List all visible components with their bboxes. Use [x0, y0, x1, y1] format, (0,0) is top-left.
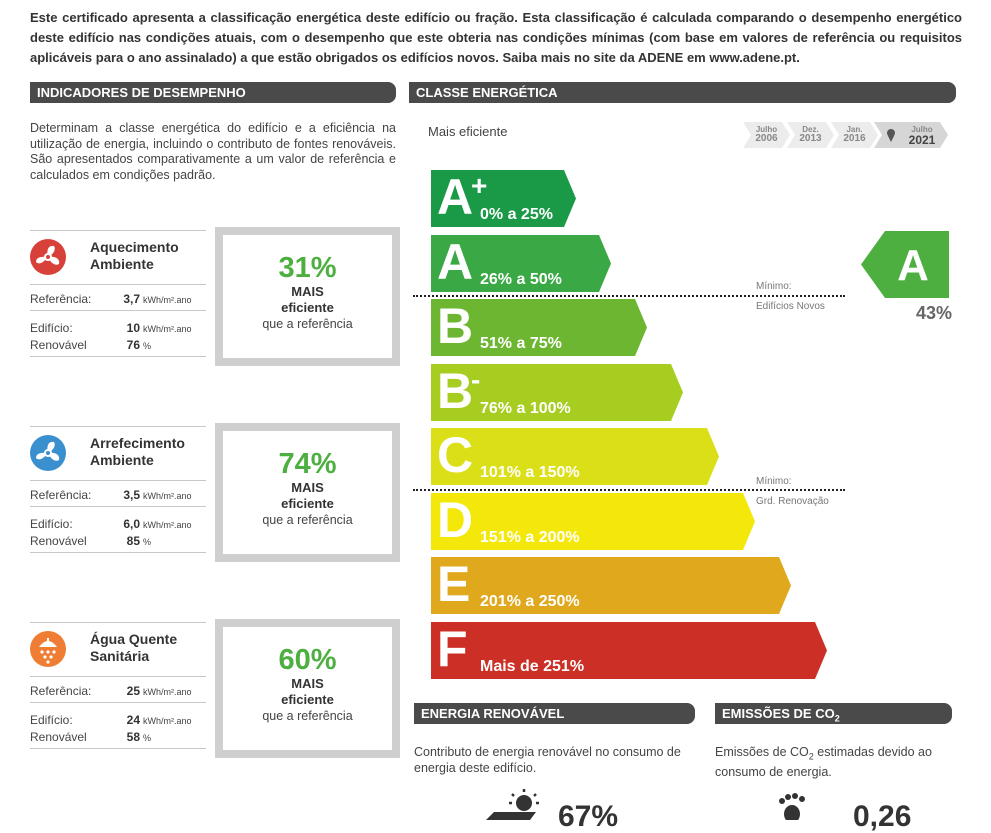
efficiency-box [215, 619, 400, 758]
energy-class-header: CLASSE ENERGÉTICA [409, 82, 956, 103]
date-chevron [874, 122, 948, 148]
class-range: 51% a 75% [480, 335, 562, 352]
indicator-title-line1: Arrefecimento [90, 435, 185, 451]
efficiency-pct: 74% [278, 448, 337, 480]
building-value: 24 [126, 713, 140, 727]
renewable-label: Renovável [30, 338, 87, 352]
efficiency-reference-text: que a referência [262, 317, 353, 331]
energy-class-bar [431, 170, 576, 227]
class-letter: C [437, 427, 474, 483]
min-renovation-label: Mínimo: [756, 476, 792, 487]
date-chevron [831, 122, 878, 148]
more-efficient-label: Mais eficiente [428, 124, 508, 139]
efficiency-eficiente: eficiente [281, 496, 334, 511]
class-letter: B [437, 362, 474, 419]
efficiency-pct: 60% [278, 644, 337, 676]
date-month: Julho [911, 125, 933, 134]
indicators-description: Determinam a classe energética do edifício e a eficiência na utilização de energia, incluindo o contributo de fontes renováveis. São apresentados comparativamente a um valor de referência e calculados em condições padrão. [30, 121, 396, 182]
reference-value: 25 [126, 684, 140, 698]
emissions-header-sub: 2 [834, 713, 840, 724]
indicator-title-line2: Sanitária [90, 648, 150, 664]
min-new-label: Mínimo: [756, 281, 792, 292]
date-year: 2021 [908, 133, 936, 147]
result-class-arrow [861, 231, 949, 298]
efficiency-eficiente: eficiente [281, 300, 334, 315]
indicator-title-line2: Ambiente [90, 452, 154, 468]
renewable-unit: % [143, 341, 152, 351]
fan-icon [30, 239, 66, 275]
class-letter: B [437, 298, 474, 354]
renewable-unit: % [143, 733, 152, 743]
date-chevron [743, 122, 790, 148]
building-label: Edifício: [30, 713, 73, 727]
emissions-text [715, 745, 955, 781]
efficiency-mais: MAIS [291, 676, 324, 691]
indicator-title-line2: Ambiente [90, 256, 154, 272]
reference-unit: kWh/m².ano [143, 687, 192, 697]
building-value: 6,0 [123, 517, 140, 531]
min-new-label-2: Edifícios Novos [756, 301, 825, 312]
efficiency-box [215, 227, 400, 366]
indicator-divider [30, 426, 206, 427]
renewable-share-value: 85 [126, 534, 140, 548]
indicator-divider [30, 310, 206, 311]
date-month: Dez. [802, 125, 819, 134]
date-month: Jan. [846, 125, 863, 134]
emissions-header-text: EMISSÕES DE CO [722, 706, 835, 721]
result-class-letter: A [897, 241, 929, 290]
indicator-divider [30, 676, 206, 677]
building-unit: kWh/m².ano [143, 716, 192, 726]
class-letter: F [437, 620, 468, 677]
class-range: 101% a 150% [480, 464, 580, 481]
emissions-text-sub: 2 [808, 751, 814, 762]
efficiency-mais: MAIS [291, 284, 324, 299]
date-month: Julho [755, 125, 778, 134]
class-letter: A [437, 233, 474, 290]
indicator-divider [30, 506, 206, 507]
min-new-buildings-line [413, 295, 845, 297]
indicator-divider [30, 356, 206, 357]
medal-icon [886, 128, 896, 142]
emissions-text-suffix: estimadas devido ao consumo de energia. [715, 745, 932, 779]
class-letter: D [437, 491, 474, 548]
footprint-icon [776, 792, 810, 820]
class-range: 76% a 100% [480, 399, 571, 417]
class-modifier: + [471, 170, 488, 201]
renewable-value: 67% [558, 800, 619, 833]
class-range: Mais de 251% [480, 657, 585, 675]
building-unit: kWh/m².ano [143, 520, 192, 530]
date-chevron [787, 122, 834, 148]
energy-class-bar [431, 493, 755, 550]
renewable-label: Renovável [30, 730, 87, 744]
indicator-title [90, 435, 210, 469]
class-range: 151% a 200% [480, 528, 580, 546]
indicator-divider [30, 622, 206, 623]
renewable-text: Contributo de energia renovável no consumo de energia deste edifício. [414, 745, 681, 775]
date-year: 2013 [799, 133, 822, 144]
class-range: 0% a 25% [480, 206, 553, 223]
indicator-title-line1: Água Quente [90, 631, 178, 647]
indicator-divider [30, 480, 206, 481]
indicator-divider [30, 284, 206, 285]
min-renovation-line [413, 489, 845, 491]
shower-icon [30, 631, 66, 667]
renewable-share-value: 58 [126, 730, 140, 744]
class-letter: E [437, 556, 471, 612]
indicator-divider [30, 702, 206, 703]
reference-value: 3,7 [123, 292, 140, 306]
building-value: 10 [126, 321, 140, 335]
indicator-title [90, 239, 210, 273]
building-unit: kWh/m².ano [143, 324, 192, 334]
energy-class-bar [431, 428, 719, 485]
building-label: Edifício: [30, 321, 73, 335]
class-modifier: - [471, 363, 481, 395]
efficiency-mais: MAIS [291, 480, 324, 495]
renewable-unit: % [143, 537, 152, 547]
date-year: 2006 [755, 133, 778, 144]
emissions-text-prefix: Emissões de CO [715, 745, 809, 759]
reference-label: Referência: [30, 488, 92, 502]
renewable-header: ENERGIA RENOVÁVEL [414, 703, 695, 724]
renewable-label: Renovável [30, 534, 87, 548]
reference-label: Referência: [30, 292, 92, 306]
energy-class-bar [431, 622, 827, 679]
indicators-header: INDICADORES DE DESEMPENHO [30, 82, 396, 103]
efficiency-box [215, 423, 400, 562]
class-range: 26% a 50% [480, 270, 562, 288]
energy-class-bar [431, 364, 683, 421]
indicator-divider [30, 748, 206, 749]
energy-class-bar [431, 299, 647, 356]
indicator-divider [30, 552, 206, 553]
efficiency-reference-text: que a referência [262, 709, 353, 723]
reference-value: 3,5 [123, 488, 140, 502]
efficiency-eficiente: eficiente [281, 692, 334, 707]
date-year: 2016 [843, 133, 866, 144]
emissions-value: 0,26 [853, 800, 912, 833]
solar-panel-icon [486, 788, 552, 820]
indicator-divider [30, 230, 206, 231]
energy-class-bar [431, 557, 791, 614]
reference-unit: kWh/m².ano [143, 295, 192, 305]
indicator-title-line1: Aquecimento [90, 239, 179, 255]
fan-icon [30, 435, 66, 471]
class-letter: A [437, 169, 474, 225]
building-label: Edifício: [30, 517, 73, 531]
efficiency-reference-text: que a referência [262, 513, 353, 527]
reference-label: Referência: [30, 684, 92, 698]
renewable-share-value: 76 [126, 338, 140, 352]
energy-class-bar [431, 235, 611, 292]
emissions-header [715, 703, 952, 724]
intro-text: Este certificado apresenta a classificação energética deste edifício ou fração. Esta classificação é calculada comparando o desempenho energético deste edifício nas condições atuais, com o desempenho que este obteria nas condições mínimas (com base em valores de referência ou requisitos aplicáveis para o ano assinalado) a que estão obrigados os edifícios novos. Saiba mais no site da ADENE em www.adene.pt. [30, 10, 962, 65]
min-renovation-label-2: Grd. Renovação [756, 496, 829, 507]
efficiency-pct: 31% [278, 252, 337, 284]
reference-unit: kWh/m².ano [143, 491, 192, 501]
result-pct: 43% [915, 303, 952, 323]
class-range: 201% a 250% [480, 593, 580, 610]
indicator-title [90, 631, 210, 665]
